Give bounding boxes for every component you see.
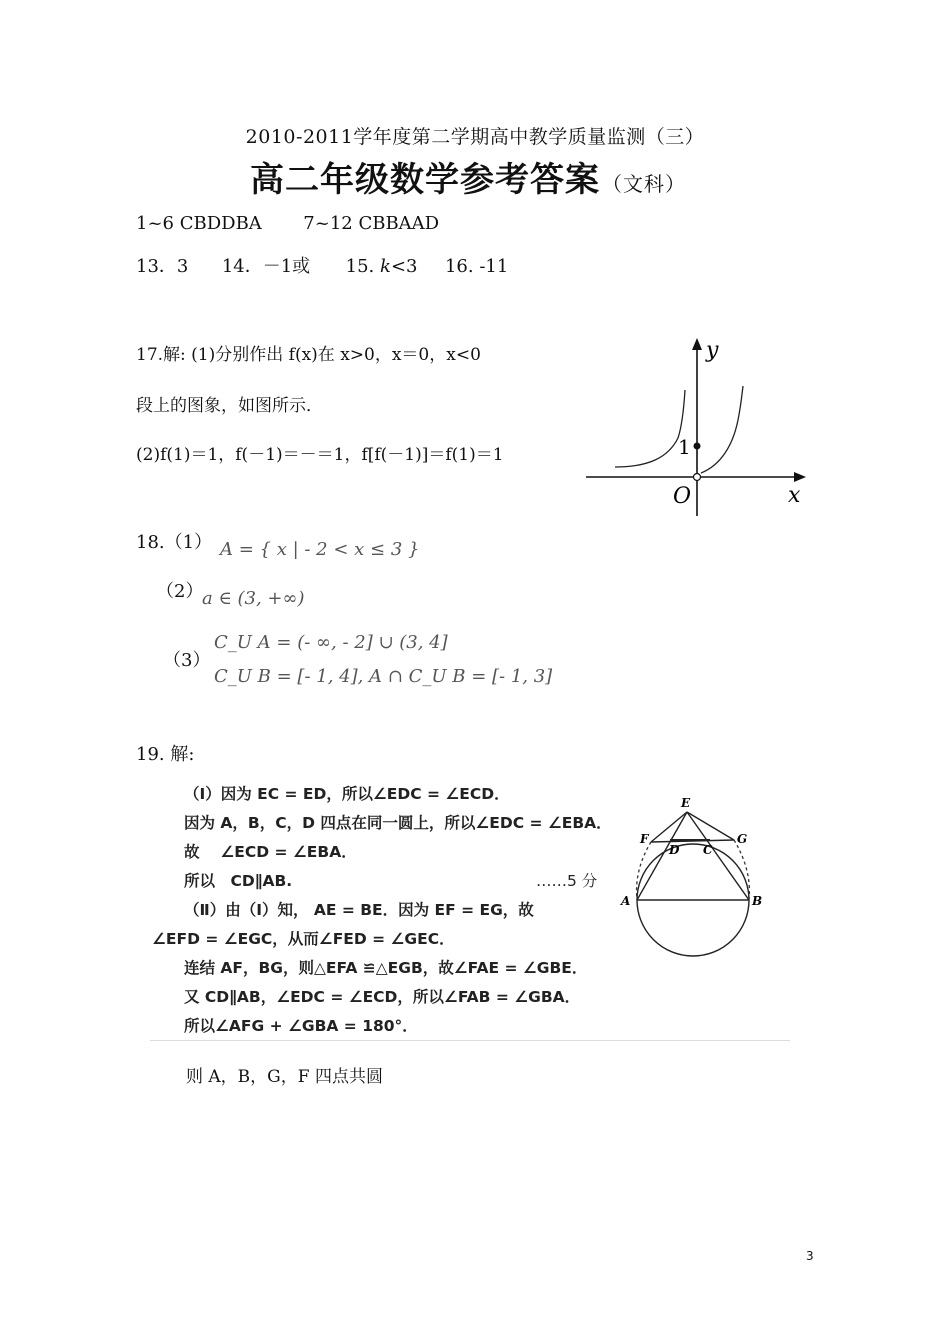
curve-right-branch [701, 386, 743, 473]
dashed-af [637, 842, 651, 900]
label-c: C [703, 843, 713, 857]
x-label: x [788, 483, 801, 508]
q18-part3-math-line2: C_U B = [- 1, 4], A ∩ C_U B = [- 1, 3] [214, 666, 553, 687]
q19-line-3: 故 ∠ECD = ∠EBA． [184, 843, 357, 861]
fill-answers-row [136, 252, 508, 278]
segment-eg [687, 812, 734, 840]
title-suffix: （文科） [602, 172, 686, 196]
q19-line-6: ∠EFD = ∠EGC，从而∠FED = ∠GEC． [152, 930, 455, 948]
y-axis-arrow-icon [692, 338, 702, 350]
one-label: 1 [678, 435, 691, 459]
label-b: B [752, 894, 763, 908]
q19-conclusion: 则 A，B，G，F 四点共圆 [186, 1067, 383, 1087]
q18-part1-math: A = { x | - 2 < x ≤ 3 } [220, 539, 420, 560]
page-number: 3 [806, 1249, 814, 1263]
mc-answers-row [136, 213, 439, 234]
label-a: A [621, 894, 631, 908]
segment-ef [651, 812, 687, 842]
scan-edge-divider [150, 1040, 790, 1041]
segment-ea [637, 812, 687, 900]
q18-part3-math-line1: C_U A = (- ∞, - 2] ∪ (3, 4] [214, 632, 448, 653]
y-label: y [706, 338, 719, 363]
q19-line-9: 所以∠AFG + ∠GBA = 180°． [184, 1017, 418, 1035]
origin-open-point [694, 474, 701, 481]
q18-part2-math: a ∈ (3, +∞) [202, 588, 305, 609]
label-d: D [669, 843, 680, 857]
curve-left-branch [615, 390, 685, 467]
q17-line-3: (2)f(1)＝1，f(－1)＝－＝1，f[f(－1)]＝f(1)＝1 [136, 445, 504, 465]
q19-line-1: （Ⅰ）因为 EC = ED，所以∠EDC = ∠ECD． [184, 785, 510, 803]
origin-label: O [673, 484, 692, 509]
mc-answers-1-6: 1~6 CBDDBA [136, 213, 262, 234]
q19-line-2: 因为 A，B，C，D 四点在同一圆上，所以∠EDC = ∠EBA． [184, 814, 612, 832]
q19-score-note: ……5 分 [536, 872, 598, 890]
q18-part2-label: （2） [156, 581, 204, 602]
dashed-bg [734, 840, 749, 900]
answer-14: 14．－1或 [221, 256, 311, 277]
q17-line-2: 段上的图象，如图所示． [136, 396, 323, 416]
q19-geometry-figure [612, 790, 772, 958]
q17-function-graph [578, 330, 818, 520]
q19-line-8: 又 CD∥AB，∠EDC = ∠ECD，所以∠FAB = ∠GBA． [184, 988, 581, 1006]
answer-15: 15. k<3 [345, 256, 418, 277]
answer-16: 16. -11 [444, 256, 509, 277]
label-e: E [681, 796, 691, 810]
q18-part1-label: 18.（1） [136, 532, 213, 553]
answer-13: 13．3 [136, 256, 189, 277]
q19-line-7: 连结 AF，BG，则△EFA ≌△EGB，故∠FAE = ∠GBE． [184, 959, 588, 977]
point-0-1 [694, 443, 701, 450]
title-main: 高二年级数学参考答案 [250, 160, 600, 200]
x-axis-arrow-icon [794, 472, 806, 482]
segment-eb [687, 812, 749, 900]
q19-line-5: （Ⅱ）由（Ⅰ）知， AE = BE．因为 EF = EG，故 [184, 901, 534, 919]
q19-label: 19. 解: [136, 744, 195, 765]
mc-answers-7-12: 7~12 CBBAAD [303, 213, 440, 234]
page-title [250, 152, 686, 201]
label-g: G [737, 832, 748, 846]
q18-part3-label: （3） [163, 650, 211, 671]
q17-line-1: 17.解: (1)分别作出 f(x)在 x>0，x＝0，x<0 [136, 345, 481, 365]
q19-line-4: 所以 CD∥AB. [184, 872, 293, 890]
label-f: F [640, 832, 649, 846]
exam-subtitle: 2010-2011学年度第二学期高中教学质量监测（三） [245, 126, 705, 148]
